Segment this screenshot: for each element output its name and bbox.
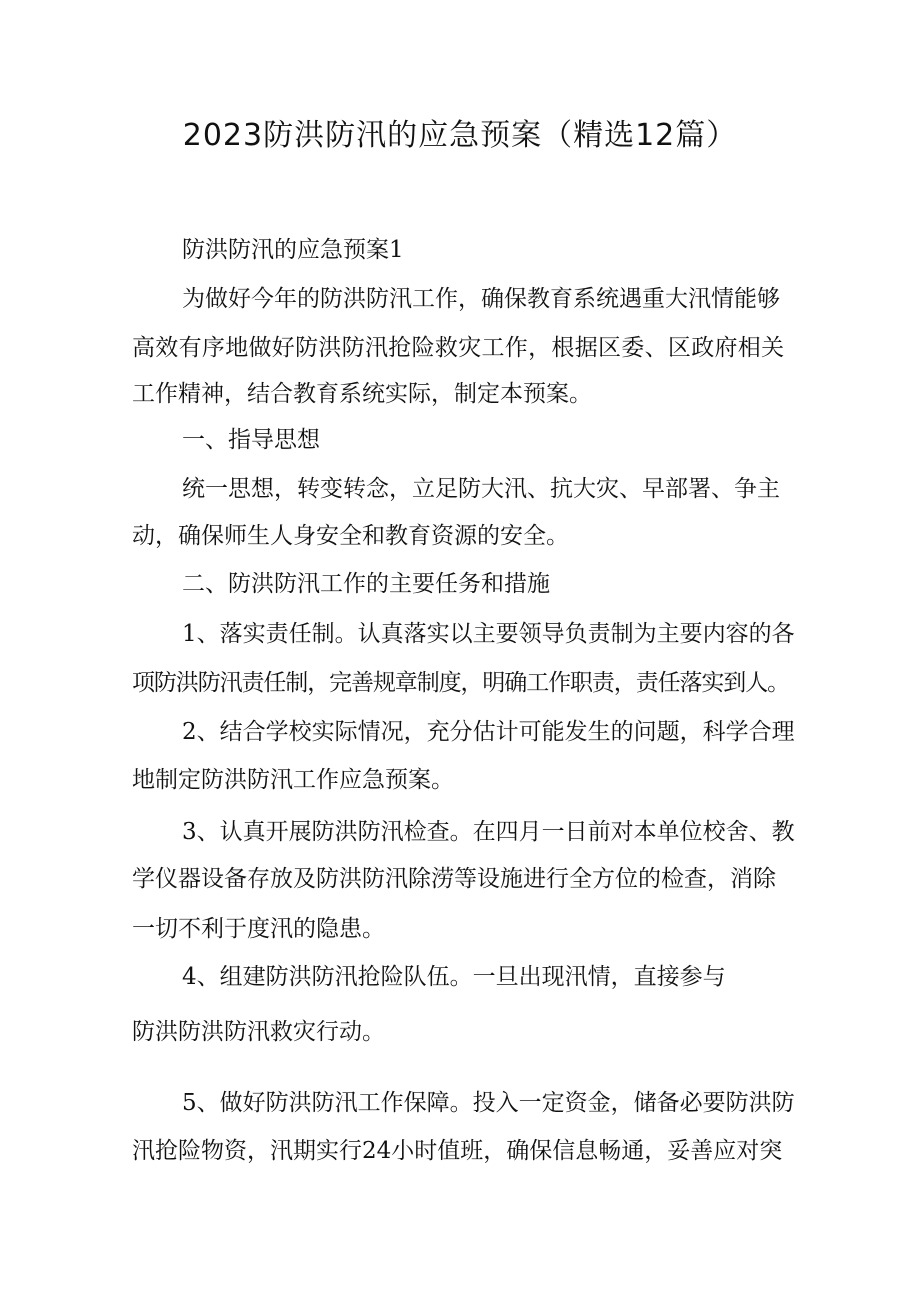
- section-subheading: 二、防洪防汛工作的主要任务和措施: [182, 571, 550, 597]
- section-heading: 防洪防汛的应急预案1: [182, 237, 404, 263]
- paragraph-line: 为做好今年的防洪防汛工作，确保教育系统遇重大汛情能够: [182, 286, 780, 312]
- paragraph-line: 工作精神，结合教育系统实际，制定本预案。: [132, 381, 592, 407]
- document-title: 2023防洪防汛的应急预案（精选12篇）: [182, 118, 738, 153]
- paragraph-line: 一切不利于度汛的隐患。: [132, 916, 385, 942]
- paragraph-line: 4、组建防洪防汛抢险队伍。一旦出现汛情，直接参与: [182, 964, 726, 990]
- paragraph-line: 3、认真开展防洪防汛检查。在四月一日前对本单位校舍、教: [182, 819, 795, 845]
- paragraph-line: 动，确保师生人身安全和教育资源的安全。: [132, 523, 569, 549]
- paragraph-line: 统一思想，转变转念，立足防大汛、抗大灾、早部署、争主: [182, 476, 780, 502]
- section-subheading: 一、指导思想: [182, 427, 320, 453]
- paragraph-line: 2、结合学校实际情况，充分估计可能发生的问题，科学合理: [182, 719, 795, 745]
- paragraph-line: 学仪器设备存放及防洪防汛除涝等设施进行全方位的检查，消除: [132, 866, 776, 892]
- paragraph-line: 高效有序地做好防洪防汛抢险救灾工作，根据区委、区政府相关: [132, 335, 785, 361]
- paragraph-line: 1、落实责任制。认真落实以主要领导负责制为主要内容的各: [182, 621, 795, 647]
- paragraph-line: 地制定防洪防汛工作应急预案。: [132, 767, 454, 793]
- paragraph-line: 汛抢险物资，汛期实行24小时值班，确保信息畅通，妥善应对突: [132, 1138, 783, 1164]
- paragraph-line: 防洪防洪防汛救灾行动。: [132, 1019, 385, 1045]
- paragraph-line: 项防洪防汛责任制，完善规章制度，明确工作职责，责任落实到人。: [132, 670, 790, 696]
- paragraph-line: 5、做好防洪防汛工作保障。投入一定资金，储备必要防洪防: [182, 1090, 795, 1116]
